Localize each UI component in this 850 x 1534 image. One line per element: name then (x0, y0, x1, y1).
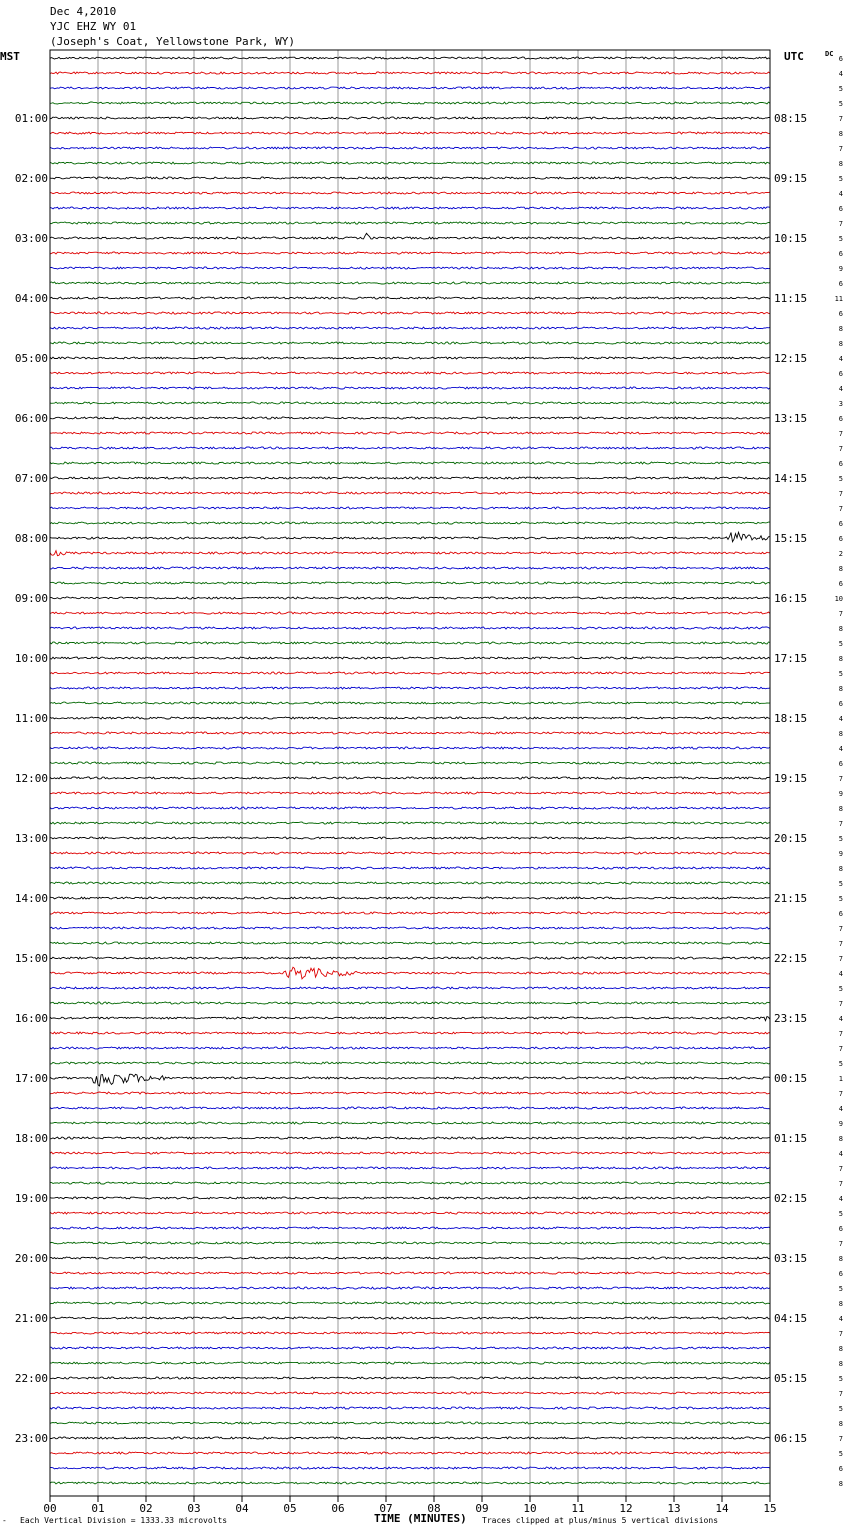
seismic-trace (50, 1467, 770, 1469)
dc-offset-label: 5 (838, 1450, 843, 1458)
dc-offset-label: 6 (838, 910, 843, 918)
mst-hour-label: 17:00 (14, 1072, 48, 1085)
dc-offset-label: 7 (838, 1330, 843, 1338)
dc-offset-label: 5 (838, 835, 843, 843)
seismic-trace (50, 1032, 770, 1034)
utc-hour-label: 04:15 (774, 1312, 808, 1325)
dc-offset-label: 10 (834, 595, 843, 603)
utc-hour-label: 13:15 (774, 412, 808, 425)
utc-hour-label: 08:15 (774, 112, 808, 125)
seismic-trace (50, 1137, 770, 1139)
seismic-trace (50, 1212, 770, 1214)
seismic-trace (50, 1452, 770, 1454)
clip-note: Traces clipped at plus/minus 5 vertical divisions (482, 1516, 719, 1525)
seismic-trace (50, 1482, 770, 1484)
dc-offset-label: 4 (838, 190, 843, 198)
mst-hour-label: 20:00 (14, 1252, 48, 1265)
dc-offset-label: 8 (838, 805, 843, 813)
seismic-trace (50, 1287, 770, 1289)
seismic-trace (50, 387, 770, 389)
dc-offset-label: 8 (838, 565, 843, 573)
dc-offset-label: 6 (838, 1270, 843, 1278)
utc-hour-label: 09:15 (774, 172, 808, 185)
dc-offset-label: 7 (838, 430, 843, 438)
seismic-trace (50, 687, 770, 689)
dc-offset-label: 7 (838, 1390, 843, 1398)
utc-hour-label: 12:15 (774, 352, 808, 365)
utc-hour-label: 20:15 (774, 832, 808, 845)
dc-offset-label: 8 (838, 685, 843, 693)
dc-offset-label: 5 (838, 235, 843, 243)
mst-hour-label: 15:00 (14, 952, 48, 965)
dc-offset-label: 4 (838, 1105, 843, 1113)
dc-offset-label: 7 (838, 1180, 843, 1188)
seismic-trace (50, 597, 770, 599)
dc-offset-label: 7 (838, 610, 843, 618)
dc-offset-label: 8 (838, 1300, 843, 1308)
dc-offset-label: 8 (838, 160, 843, 168)
dc-offset-label: 7 (838, 820, 843, 828)
x-axis-title: TIME (MINUTES) (374, 1512, 467, 1525)
dc-offset-label: 8 (838, 625, 843, 633)
seismic-trace (50, 1407, 770, 1409)
mst-hour-label: 06:00 (14, 412, 48, 425)
seismic-trace (50, 1167, 770, 1169)
seismic-trace (50, 957, 770, 959)
seismic-trace (50, 792, 770, 794)
utc-hour-label: 10:15 (774, 232, 808, 245)
dc-offset-label: 8 (838, 130, 843, 138)
x-tick-label: 12 (619, 1502, 633, 1515)
seismic-trace (50, 612, 770, 614)
dc-offset-label: 8 (838, 865, 843, 873)
x-tick-label: 05 (283, 1502, 297, 1515)
seismic-trace (50, 372, 770, 374)
dc-offset-label: 5 (838, 175, 843, 183)
seismic-trace (50, 207, 770, 209)
seismic-trace (50, 72, 770, 74)
seismic-trace (50, 582, 770, 584)
mst-hour-label: 01:00 (14, 112, 48, 125)
seismic-trace (50, 357, 770, 359)
utc-hour-label: 01:15 (774, 1132, 808, 1145)
dc-offset-label: 5 (838, 985, 843, 993)
seismic-trace (50, 1317, 770, 1319)
utc-hour-label: 11:15 (774, 292, 808, 305)
utc-hour-label: 19:15 (774, 772, 808, 785)
x-tick-label: 00 (43, 1502, 57, 1515)
mst-hour-label: 23:00 (14, 1432, 48, 1445)
dc-offset-label: 7 (838, 1045, 843, 1053)
utc-hour-label: 22:15 (774, 952, 808, 965)
seismic-trace (50, 132, 770, 134)
seismic-trace (50, 1257, 770, 1259)
dc-offset-label: 7 (838, 955, 843, 963)
x-tick-label: 14 (715, 1502, 729, 1515)
mst-hour-label: 21:00 (14, 1312, 48, 1325)
mst-hour-label: 11:00 (14, 712, 48, 725)
seismic-trace (50, 777, 770, 779)
utc-label: UTC (784, 50, 804, 63)
dc-offset-label: 8 (838, 730, 843, 738)
seismic-trace (50, 327, 770, 329)
mst-hour-label: 05:00 (14, 352, 48, 365)
dc-offset-label: 6 (838, 310, 843, 318)
x-tick-label: 13 (667, 1502, 681, 1515)
utc-hour-label: 23:15 (774, 1012, 808, 1025)
mst-hour-label: 07:00 (14, 472, 48, 485)
seismic-trace (50, 342, 770, 344)
dc-offset-label: 1 (838, 1075, 843, 1083)
seismic-trace (50, 147, 770, 149)
seismic-trace (50, 927, 770, 929)
dc-offset-label: 5 (838, 1210, 843, 1218)
dc-offset-label: 5 (838, 100, 843, 108)
dc-offset-label: 7 (838, 490, 843, 498)
seismic-trace (50, 522, 770, 524)
mst-hour-label: 10:00 (14, 652, 48, 665)
x-tick-label: 01 (91, 1502, 105, 1515)
dc-offset-label: 8 (838, 340, 843, 348)
x-tick-label: 15 (763, 1502, 777, 1515)
dc-offset-label: 8 (838, 325, 843, 333)
seismic-trace (50, 1272, 770, 1274)
x-tick-label: 04 (235, 1502, 249, 1515)
dc-offset-label: 5 (838, 1060, 843, 1068)
dc-offset-label: 8 (838, 1360, 843, 1368)
x-tick-label: 08 (427, 1502, 441, 1515)
dc-offset-label: 8 (838, 1255, 843, 1263)
dc-offset-label: 4 (838, 385, 843, 393)
seismic-trace (50, 1197, 770, 1199)
station-location: (Joseph's Coat, Yellowstone Park, WY) (50, 35, 296, 48)
mst-hour-label: 13:00 (14, 832, 48, 845)
dc-offset-label: 5 (838, 1375, 843, 1383)
footer-left-mark: - (2, 1516, 7, 1525)
seismic-trace (50, 267, 770, 269)
mst-hour-label: 09:00 (14, 592, 48, 605)
mst-hour-label: 19:00 (14, 1192, 48, 1205)
seismic-trace (50, 967, 770, 979)
dc-offset-label: 7 (838, 1165, 843, 1173)
dc-offset-label: 7 (838, 775, 843, 783)
seismic-trace (50, 1062, 770, 1064)
dc-offset-label: 7 (838, 445, 843, 453)
seismic-trace (50, 1227, 770, 1229)
mst-hour-label: 14:00 (14, 892, 48, 905)
seismic-trace (50, 477, 770, 479)
dc-offset-label: 6 (838, 1465, 843, 1473)
seismic-trace (50, 567, 770, 569)
utc-hour-label: 21:15 (774, 892, 808, 905)
dc-offset-label: 6 (838, 1225, 843, 1233)
seismic-trace (50, 732, 770, 734)
seismic-trace (50, 507, 770, 509)
seismic-trace (50, 462, 770, 464)
x-tick-label: 10 (523, 1502, 537, 1515)
mst-hour-label: 18:00 (14, 1132, 48, 1145)
x-tick-label: 11 (571, 1502, 585, 1515)
seismic-trace (50, 762, 770, 764)
mst-hour-label: 02:00 (14, 172, 48, 185)
mst-hour-label: 04:00 (14, 292, 48, 305)
dc-offset-label: 4 (838, 970, 843, 978)
dc-offset-label: 7 (838, 1240, 843, 1248)
utc-hour-label: 17:15 (774, 652, 808, 665)
seismic-trace (50, 297, 770, 299)
dc-offset-label: 6 (838, 535, 843, 543)
dc-offset-label: 5 (838, 1405, 843, 1413)
dc-offset-label: 6 (838, 460, 843, 468)
seismic-trace (50, 192, 770, 194)
dc-offset-label: 6 (838, 415, 843, 423)
seismic-trace (50, 807, 770, 809)
seismic-trace (50, 417, 770, 419)
seismic-trace (50, 102, 770, 104)
seismic-trace (50, 1107, 770, 1109)
seismic-trace (50, 551, 770, 556)
seismic-trace (50, 657, 770, 659)
dc-offset-label: 3 (838, 400, 843, 408)
dc-offset-label: 4 (838, 715, 843, 723)
dc-offset-label: 11 (834, 295, 843, 303)
dc-offset-label: 6 (838, 280, 843, 288)
seismic-trace (50, 252, 770, 254)
dc-offset-label: 7 (838, 1435, 843, 1443)
dc-offset-label: 8 (838, 655, 843, 663)
x-tick-label: 07 (379, 1502, 393, 1515)
seismic-trace (50, 1437, 770, 1439)
seismic-trace (50, 1182, 770, 1184)
seismic-trace (50, 717, 770, 719)
dc-offset-label: 8 (838, 1135, 843, 1143)
dc-offset-label: 4 (838, 1315, 843, 1323)
seismic-trace (50, 642, 770, 644)
seismic-trace (50, 882, 770, 884)
seismic-trace (50, 233, 770, 239)
x-tick-label: 02 (139, 1502, 153, 1515)
x-tick-label: 09 (475, 1502, 489, 1515)
mst-label: MST (0, 50, 20, 63)
utc-hour-label: 05:15 (774, 1372, 808, 1385)
seismic-trace (50, 87, 770, 89)
dc-offset-label: 5 (838, 640, 843, 648)
seismic-trace (50, 627, 770, 629)
dc-offset-label: 4 (838, 1150, 843, 1158)
seismic-trace (50, 1392, 770, 1394)
seismic-trace (50, 1242, 770, 1244)
seismic-trace (50, 852, 770, 854)
mst-hour-label: 08:00 (14, 532, 48, 545)
dc-offset-label: 5 (838, 895, 843, 903)
dc-offset-label: 4 (838, 355, 843, 363)
seismic-trace (50, 942, 770, 944)
dc-offset-label: 4 (838, 70, 843, 78)
seismic-trace (50, 1362, 770, 1364)
dc-offset-label: 5 (838, 85, 843, 93)
utc-hour-label: 03:15 (774, 1252, 808, 1265)
dc-offset-label: 6 (838, 205, 843, 213)
utc-hour-label: 18:15 (774, 712, 808, 725)
dc-offset-label: 9 (838, 790, 843, 798)
seismic-trace (50, 1074, 770, 1086)
seismic-trace (50, 492, 770, 494)
seismic-trace (50, 1332, 770, 1334)
dc-offset-label: 6 (838, 580, 843, 588)
seismic-trace (50, 282, 770, 284)
seismic-trace (50, 117, 770, 119)
dc-offset-label: 6 (838, 760, 843, 768)
utc-hour-label: 06:15 (774, 1432, 808, 1445)
scale-note: Each Vertical Division = 1333.33 microvolts (20, 1516, 228, 1525)
seismic-trace (50, 822, 770, 824)
dc-offset-label: 5 (838, 670, 843, 678)
dc-offset-label: 4 (838, 745, 843, 753)
utc-hour-label: 00:15 (774, 1072, 808, 1085)
seismic-trace (50, 312, 770, 314)
seismic-trace (50, 987, 770, 989)
seismic-trace (50, 162, 770, 164)
dc-offset-label: 2 (838, 550, 843, 558)
seismic-trace (50, 1152, 770, 1154)
seismic-trace (50, 432, 770, 434)
dc-label: DC (825, 50, 834, 58)
dc-offset-label: 7 (838, 1090, 843, 1098)
seismic-trace (50, 1047, 770, 1049)
dc-offset-label: 7 (838, 925, 843, 933)
dc-offset-label: 4 (838, 1015, 843, 1023)
seismic-trace (50, 702, 770, 704)
seismic-trace (50, 1017, 770, 1021)
dc-offset-label: 8 (838, 1420, 843, 1428)
mst-hour-label: 22:00 (14, 1372, 48, 1385)
dc-offset-label: 5 (838, 1285, 843, 1293)
seismic-trace (50, 912, 770, 914)
seismic-trace (50, 897, 770, 899)
mst-hour-label: 03:00 (14, 232, 48, 245)
seismic-trace (50, 532, 770, 541)
x-tick-label: 06 (331, 1502, 345, 1515)
seismic-trace (50, 57, 770, 59)
utc-hour-label: 14:15 (774, 472, 808, 485)
utc-hour-label: 15:15 (774, 532, 808, 545)
dc-offset-label: 7 (838, 940, 843, 948)
plot-date: Dec 4,2010 (50, 5, 117, 18)
dc-offset-label: 7 (838, 220, 843, 228)
dc-offset-label: 7 (838, 505, 843, 513)
dc-offset-label: 7 (838, 1030, 843, 1038)
dc-offset-label: 7 (838, 145, 843, 153)
seismic-trace (50, 867, 770, 869)
mst-hour-label: 16:00 (14, 1012, 48, 1025)
seismic-trace (50, 1002, 770, 1004)
dc-offset-label: 6 (838, 55, 843, 63)
seismic-trace (50, 1347, 770, 1349)
x-tick-label: 03 (187, 1502, 201, 1515)
seismic-trace (50, 177, 770, 179)
seismic-trace (50, 402, 770, 404)
dc-offset-label: 6 (838, 370, 843, 378)
seismic-trace (50, 837, 770, 839)
dc-offset-label: 6 (838, 250, 843, 258)
dc-offset-label: 9 (838, 265, 843, 273)
dc-offset-label: 5 (838, 880, 843, 888)
seismic-trace (50, 447, 770, 449)
utc-hour-label: 16:15 (774, 592, 808, 605)
seismic-trace (50, 1302, 770, 1304)
dc-offset-label: 8 (838, 1345, 843, 1353)
dc-offset-label: 6 (838, 520, 843, 528)
mst-hour-label: 12:00 (14, 772, 48, 785)
seismic-trace (50, 222, 770, 224)
seismic-trace (50, 747, 770, 749)
seismic-trace (50, 672, 770, 674)
dc-offset-label: 8 (838, 1480, 843, 1488)
utc-hour-label: 02:15 (774, 1192, 808, 1205)
seismic-trace (50, 1422, 770, 1424)
seismic-trace (50, 1092, 770, 1094)
dc-offset-label: 7 (838, 115, 843, 123)
dc-offset-label: 9 (838, 850, 843, 858)
dc-offset-label: 9 (838, 1120, 843, 1128)
dc-offset-label: 5 (838, 475, 843, 483)
station-code: YJC EHZ WY 01 (50, 20, 137, 33)
dc-offset-label: 4 (838, 1195, 843, 1203)
dc-offset-label: 6 (838, 700, 843, 708)
seismic-trace (50, 1377, 770, 1379)
seismic-trace (50, 1122, 770, 1124)
dc-offset-label: 7 (838, 1000, 843, 1008)
